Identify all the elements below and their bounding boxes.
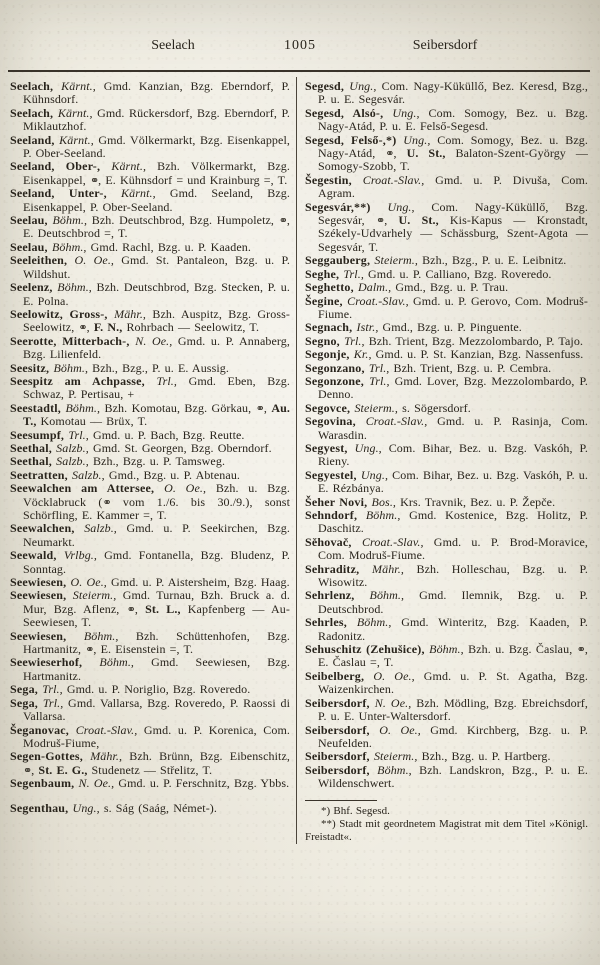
entry-region: Ung.,: [354, 440, 389, 455]
entry-headword: Seewald,: [10, 548, 64, 563]
entry-region: Vrlbg.,: [63, 548, 105, 563]
entry-region: Ung.,: [349, 79, 382, 93]
entry-headword: Sehndorf,: [305, 508, 366, 522]
entry-region: Trl.,: [68, 427, 93, 442]
entry: Seewieserhof, Böhm., Gmd. Seewiesen, Bzg. Hartmanitz.: [10, 655, 291, 683]
entry-headword: Seghetto,: [305, 280, 358, 295]
entry-headword: Seeland, Ober-,: [10, 159, 112, 174]
bold-abbreviation: F. N.,: [93, 320, 123, 335]
entry: Segonje, Kr., Gmd. u. P. St. Kanzian, Bzg. Nassenfuss.: [305, 347, 584, 362]
entry: Šeganovac, Croat.-Slav., Gmd. u. P. Korenica, Com. Modruš-Fiume,: [10, 722, 290, 750]
entry-region: Böhm.,: [377, 762, 420, 777]
posthorn-icon: ⚭: [23, 763, 32, 777]
entry-region: Dalm.,: [358, 280, 396, 295]
entry: Seibersdorf, N. Oe., Bzh. Mödling, Bzg. Ebreichsdorf, P. u. E. Unter-Waltersdorf.: [305, 695, 588, 724]
entry-headword: Seesitz,: [10, 360, 54, 375]
entry-headword: Seewiesen,: [10, 628, 84, 643]
entry: Sěhovač, Croat.-Slav., Gmd. u. P. Brod-Moravice, Com. Modruš-Fiume.: [305, 534, 588, 563]
entry: Seggauberg, Steierm., Bzh., Bzg., P. u. E. Leibnitz.: [305, 253, 567, 268]
entry: Seibersdorf, O. Oe., Gmd. Kirchberg, Bzg. u. P. Neufelden.: [305, 722, 588, 750]
right-column: [296, 77, 588, 844]
entry-region: Istr.,: [356, 320, 383, 335]
entry-region: Croat.-Slav.,: [362, 172, 436, 187]
running-head: [0, 38, 600, 58]
entry: Sehrles, Böhm., Gmd. Winteritz, Bzg. Kaaden, P. Radonitz.: [305, 615, 588, 643]
posthorn-icon: ⚭: [85, 643, 94, 657]
entry: Seelach, Kärnt., Gmd. Kanzian, Bzg. Eberndorf, P. Kühnsdorf.: [10, 79, 290, 107]
entry: Seeland, Kärnt., Gmd. Völkermarkt, Bzg. Eisenkappel, P. Ober-Seeland.: [10, 132, 290, 161]
entry-headword: Seewalchen am Attersee,: [10, 481, 165, 496]
entry-region: Trl.,: [344, 333, 369, 348]
entry-region: Böhm.,: [356, 615, 402, 630]
entry: Segovce, Steierm., s. Sögersdorf.: [305, 400, 471, 415]
footnote-rule: [305, 800, 377, 801]
entry-headword: Seeland, Unter-,: [10, 186, 121, 201]
entry-region: Steierm.,: [374, 253, 423, 268]
entry: Seelowitz, Gross-, Mähr., Bzh. Auspitz, Bzg. Gross-Seelowitz, ⚭, F. N., Rohrbach — Seelowitz, T.: [10, 306, 290, 335]
entry-headword: Seethal,: [10, 440, 57, 455]
entry: Segovina, Croat.-Slav., Gmd. u. P. Rasinja, Com. Warasdin.: [305, 414, 588, 442]
running-head-left-keyword: Seelach: [151, 38, 195, 53]
bold-abbreviation: St. E. G.,: [38, 762, 88, 777]
entry-headword: Segesd, Alsó-,: [305, 105, 393, 120]
entry-headword: Sěhovač,: [305, 534, 362, 549]
entry-headword: Segyestel,: [305, 467, 361, 482]
entry: Segenthau, Ung., s. Ság (Saág, Német-).: [10, 800, 217, 815]
entry-headword: Seewiesen,: [10, 575, 71, 590]
entry-region: Böhm.,: [99, 655, 152, 670]
entry-region: Ung.,: [72, 800, 104, 815]
entry-headword: Seibersdorf,: [305, 695, 375, 710]
left-column: [8, 77, 296, 844]
posthorn-icon: ⚭: [102, 495, 111, 509]
entry-region: Salzb.,: [84, 521, 127, 536]
entry-region: Trl.,: [42, 682, 67, 697]
posthorn-icon: ⚭: [576, 643, 585, 657]
entry-headword: Seelowitz, Gross-,: [10, 306, 115, 321]
entry-region: Trl.,: [343, 266, 369, 281]
entry-region: Böhm.,: [51, 239, 91, 254]
entry-region: Böhm.,: [83, 628, 136, 643]
entry-region: Steierm.,: [373, 749, 422, 764]
entry-headword: Sega,: [10, 695, 43, 710]
entry: Segesvár,**) Ung., Com. Nagy-Küküllő, Bzg. Segesvár, ⚭, U. St., Kis-Kapus — Kronstadt, Székely-Udvarhely — Schässburg, Szent-Agota — Segesvár, T.: [305, 199, 588, 254]
entry-region: Böhm.,: [53, 360, 93, 375]
entry-headword: Šeher Novi,: [305, 494, 372, 509]
entry-headword: Segovce,: [305, 400, 355, 415]
entry-headword: Sehrles,: [305, 615, 357, 630]
entry: Segonzano, Trl., Bzh. Trient, Bzg. u. P. Cembra.: [305, 360, 552, 375]
entry-headword: Sega,: [10, 682, 43, 697]
entry-headword: Seeland,: [10, 132, 60, 147]
entry-headword: Seetratten,: [10, 467, 73, 482]
posthorn-icon: ⚭: [375, 214, 385, 228]
entry-region: Bos.,: [371, 494, 401, 509]
entry-headword: Seesumpf,: [10, 427, 69, 442]
entry-region: Böhm.,: [369, 588, 420, 603]
entry: Seeland, Ober-, Kärnt., Bzh. Völkermarkt, Bzg. Eisenkappel, ⚭, E. Kühnsdorf = und Krainburg =, T.: [10, 159, 290, 187]
entry-headword: Seelenz,: [10, 280, 58, 295]
entry: Seespitz am Achpasse, Trl., Gmd. Eben, Bzg. Schwaz, P. Pertisau, +: [10, 373, 290, 402]
entry-region: O. Oe.,: [164, 481, 216, 496]
entry-headword: Seespitz am Achpasse,: [10, 373, 157, 388]
entry-region: Croat.-Slav.,: [347, 293, 414, 308]
entry-region: N. Oe.,: [374, 695, 417, 710]
entry-headword: Šegestin,: [305, 172, 363, 187]
bold-abbreviation: Au. T.,: [23, 400, 290, 429]
entry: Seibersdorf, Böhm., Bzh. Landskron, Bzg., P. u. E. Wildenschwert.: [305, 762, 588, 791]
entry-region: Mähr.,: [372, 561, 417, 576]
entry-region: Trl.,: [42, 695, 69, 710]
entry-region: Böhm.,: [365, 508, 410, 522]
entry-region: Trl.,: [368, 360, 394, 375]
entry-headword: Seibersdorf,: [305, 749, 374, 764]
bold-abbreviation: U. St.,: [406, 146, 446, 161]
entry: Seerotte, Mitterbach-, N. Oe., Gmd. u. P. Annaberg, Bzg. Lilienfeld.: [10, 333, 291, 362]
entry-headword: Segno,: [305, 333, 345, 348]
entry-region: Steierm.,: [72, 588, 123, 603]
entry-headword: Seelach,: [10, 105, 58, 120]
entry-headword: Seewieserhof,: [10, 655, 100, 670]
entry: Seeleithen, O. Oe., Gmd. St. Pantaleon, Bzg. u. P. Wildshut.: [10, 253, 290, 281]
footnote: **) Stadt mit geordnetem Magistrat mit dem Titel »Königl. Freistadt«.: [305, 817, 588, 843]
entry-headword: Seethal,: [10, 454, 57, 469]
entry-headword: Seelach,: [10, 79, 62, 93]
entry-headword: Seggauberg,: [305, 253, 375, 268]
entry-region: Mähr.,: [114, 306, 153, 321]
entry: Seethal, Salzb., Bzh., Bzg. u. P. Tamsweg.: [10, 454, 226, 469]
entry-region: Kärnt.,: [57, 105, 98, 120]
entry: Segesd, Ung., Com. Nagy-Küküllő, Bez. Keresd, Bzg., P. u. E. Segesvár.: [305, 79, 588, 107]
entry-region: Ung.,: [387, 199, 432, 214]
entry-headword: Sehraditz,: [305, 561, 372, 576]
entry-headword: Seerotte, Mitterbach-,: [10, 333, 136, 348]
entry-region: Böhm.,: [52, 213, 92, 228]
entry: Segesd, Alsó-, Ung., Com. Somogy, Bez. u. Bzg. Nagy-Atád, P. u. E. Felső-Segesd.: [305, 105, 588, 134]
entry-headword: Segesd, Felső-,*): [305, 132, 404, 147]
entry: Segenbaum, N. Oe., Gmd. u. P. Ferschnitz, Bzg. Ybbs.: [10, 776, 290, 791]
entry-region: Steierm.,: [354, 400, 403, 415]
bold-abbreviation: St. L.,: [145, 601, 181, 616]
entry-region: Mähr.,: [90, 749, 130, 764]
text-columns: [8, 77, 594, 844]
entry-headword: Segonzano,: [305, 360, 369, 375]
entry-headword: Seewiesen,: [10, 588, 73, 603]
footnote: *) Bhf. Segesd.: [321, 804, 390, 817]
entry-headword: Segonzone,: [305, 373, 370, 388]
entry: Seeland, Unter-, Kärnt., Gmd. Seeland, Bzg. Eisenkappel, P. Ober-Seeland.: [10, 186, 291, 214]
entry: Seelau, Böhm., Gmd. Rachl, Bzg. u. P. Kaaden.: [10, 239, 251, 254]
entry-region: N. Oe.,: [135, 333, 178, 348]
posthorn-icon: ⚭: [126, 602, 135, 616]
entry: Seewiesen, O. Oe., Gmd. u. P. Aistersheim, Bzg. Haag.: [10, 575, 290, 590]
entry-headword: Segyest,: [305, 440, 355, 455]
entry-region: Böhm.,: [429, 642, 469, 657]
entry-region: Croat.-Slav.,: [361, 534, 434, 549]
entry-region: Ung.,: [403, 132, 438, 147]
entry: Sega, Trl., Gmd. Vallarsa, Bzg. Roveredo, P. Raossi di Vallarsa.: [10, 695, 290, 724]
entry: Seelach, Kärnt., Gmd. Rückersdorf, Bzg. Eberndorf, P. Miklautzhof.: [10, 105, 290, 134]
entry: Seewiesen, Böhm., Bzh. Schüttenhofen, Bzg. Hartmanitz, ⚭, E. Eisenstein =, T.: [10, 628, 290, 657]
entry-region: Trl.,: [369, 373, 395, 388]
page-number: 1005: [284, 38, 316, 53]
entry-region: Kr.,: [353, 347, 376, 362]
entry: Seewalchen am Attersee, O. Oe., Bzh. u. Bzg. Vöcklabruck (⚭ vom 1./6. bis 30./9.), sonst Schörfling, E. Kammer =, T.: [10, 481, 290, 522]
entry: Seewald, Vrlbg., Gmd. Fontanella, Bzg. Bludenz, P. Sonntag.: [10, 548, 290, 576]
entry-headword: Seibersdorf,: [305, 762, 378, 777]
entry-headword: Seghe,: [305, 266, 344, 281]
entry: Sehndorf, Böhm., Gmd. Kostenice, Bzg. Holitz, P. Daschitz.: [305, 508, 588, 536]
entry: Segyest, Ung., Com. Bihar, Bez. u. Bzg. Vaskóh, P. Rieny.: [305, 440, 588, 469]
entry-headword: Segovina,: [305, 414, 366, 429]
entry-region: Salzb.,: [56, 440, 93, 455]
entry: Seelenz, Böhm., Bzh. Deutschbrod, Bzg. Stecken, P. u. E. Polna.: [10, 280, 290, 308]
entry: Sega, Trl., Gmd. u. P. Noriglio, Bzg. Roveredo.: [10, 682, 251, 697]
entry-headword: Šegine,: [305, 293, 348, 308]
entry-region: Böhm.,: [65, 400, 105, 415]
entry-region: Trl.,: [156, 373, 189, 388]
posthorn-icon: ⚭: [385, 147, 394, 161]
entry-headword: Seestadtl,: [10, 400, 66, 415]
entry-headword: Šeganovac,: [10, 722, 76, 737]
entry: Seibersdorf, Steierm., Bzh., Bzg. u. P. Hartberg.: [305, 749, 551, 764]
running-head-right-keyword: Seibersdorf: [412, 38, 478, 53]
entry-region: Kärnt.,: [121, 186, 170, 201]
posthorn-icon: ⚭: [78, 321, 87, 335]
entry-headword: Seelau,: [10, 239, 52, 254]
entry: Seghetto, Dalm., Gmd., Bzg. u. P. Trau.: [305, 280, 509, 295]
entry: Seelau, Böhm., Bzh. Deutschbrod, Bzg. Humpoletz, ⚭, E. Deutschbrod =, T.: [10, 213, 291, 241]
entry-region: Kärnt.,: [59, 132, 99, 147]
posthorn-icon: ⚭: [255, 401, 264, 415]
entry-headword: Sehuschitz (Zehušice),: [305, 642, 430, 657]
entry: Seesitz, Böhm., Bzh., Bzg., P. u. E. Aussig.: [10, 360, 229, 375]
posthorn-icon: ⚭: [89, 173, 99, 187]
entry-region: Kärnt.,: [61, 79, 104, 93]
entry-headword: Segesd,: [305, 79, 350, 93]
entry-headword: Seelau,: [10, 213, 53, 228]
entry: Segno, Trl., Bzh. Trient, Bzg. Mezzolombardo, P. Tajo.: [305, 333, 584, 348]
bold-abbreviation: U. St.,: [398, 213, 439, 228]
entry-headword: Sehrlenz,: [305, 588, 370, 603]
entry: Seethal, Salzb., Gmd. St. Georgen, Bzg. Oberndorf.: [10, 440, 272, 455]
entry-headword: Segnach,: [305, 320, 357, 335]
entry-headword: Seibersdorf,: [305, 722, 380, 737]
entry-headword: Seewalchen,: [10, 521, 85, 536]
entry: Seghe, Trl., Gmd. u. P. Calliano, Bzg. Roveredo.: [305, 266, 552, 281]
entry-region: N. Oe.,: [78, 776, 119, 791]
entry-headword: Segen-Gottes,: [10, 749, 91, 764]
entry-region: O. Oe.,: [373, 668, 424, 683]
entry-region: Salzb.,: [72, 467, 109, 482]
entry: Sehraditz, Mähr., Bzh. Holleschau, Bzg. u. P. Wisowitz.: [305, 561, 589, 590]
entry-region: Kärnt.,: [111, 159, 158, 174]
entry-headword: Segenbaum,: [10, 776, 79, 791]
entry: Sehrlenz, Böhm., Gmd. Ilemnik, Bzg. u. P. Deutschbrod.: [305, 588, 588, 616]
entry: Sehuschitz (Zehušice), Böhm., Bzh. u. Bzg. Časlau, ⚭, E. Časlau =, T.: [305, 642, 588, 670]
entry: Segonzone, Trl., Gmd. Lover, Bzg. Mezzolombardo, P. Denno.: [305, 373, 588, 402]
entry: Segesd, Felső-,*) Ung., Com. Somogy, Bez. u. Bzg. Nagy-Atád, ⚭, U. St., Balaton-Szent-György — Somogy-Szobb, T.: [305, 132, 588, 174]
entry-region: Ung.,: [392, 105, 429, 120]
entry-headword: Seeleithen,: [10, 253, 75, 268]
entry: Segyestel, Ung., Com. Bihar, Bez. u. Bzg. Vaskóh, P. u. E. Rézbánya.: [305, 467, 588, 496]
footnote-block: [305, 800, 588, 844]
entry: Šegestin, Croat.-Slav., Gmd. u. P. Divuša, Com. Agram.: [305, 172, 589, 201]
entry: Šeher Novi, Bos., Krs. Travnik, Bez. u. P. Žepče.: [305, 494, 556, 509]
entry: Šegine, Croat.-Slav., Gmd. u. P. Gerovo, Com. Modruš-Fiume.: [305, 293, 588, 321]
entry-headword: Segenthau,: [10, 800, 73, 815]
entry: Seibelberg, O. Oe., Gmd. u. P. St. Agatha, Bzg. Waizenkirchen.: [305, 668, 588, 697]
posthorn-icon: ⚭: [278, 214, 287, 228]
entry: Seestadtl, Böhm., Bzh. Komotau, Bzg. Görkau, ⚭, Au. T., Komotau — Brüx, T.: [10, 400, 290, 429]
entry-region: O. Oe.,: [70, 575, 111, 590]
entry: Seewiesen, Steierm., Gmd. Turnau, Bzh. Bruck a. d. Mur, Bzg. Aflenz, ⚭, St. L., Kapfenberg — Au-Seewiesen, T.: [10, 588, 291, 630]
entry-region: O. Oe.,: [74, 253, 122, 268]
entry-headword: Segonje,: [305, 347, 354, 362]
entry-region: Salzb.,: [56, 454, 93, 469]
header-rule: [8, 70, 590, 72]
entry-region: Croat.-Slav.,: [75, 722, 144, 737]
entry-headword: Segesvár,**): [305, 199, 388, 214]
entry-region: Ung.,: [360, 467, 393, 482]
entry: Seetratten, Salzb., Gmd., Bzg. u. P. Abtenau.: [10, 467, 241, 482]
entry-region: Böhm.,: [57, 280, 97, 295]
entry: Seewalchen, Salzb., Gmd. u. P. Seekirchen, Bzg. Neumarkt.: [10, 521, 290, 549]
entry-headword: Seibelberg,: [305, 668, 374, 683]
entry-region: Croat.-Slav.,: [365, 414, 438, 429]
entry: Seesumpf, Trl., Gmd. u. P. Bach, Bzg. Reutte.: [10, 427, 245, 442]
entry: Segnach, Istr., Gmd., Bzg. u. P. Pinguente.: [305, 320, 522, 335]
entry-region: O. Oe.,: [379, 722, 431, 737]
entry: Segen-Gottes, Mähr., Bzh. Brünn, Bzg. Eibenschitz, ⚭, St. E. G., Studenetz — Střelitz, T.: [10, 749, 290, 777]
